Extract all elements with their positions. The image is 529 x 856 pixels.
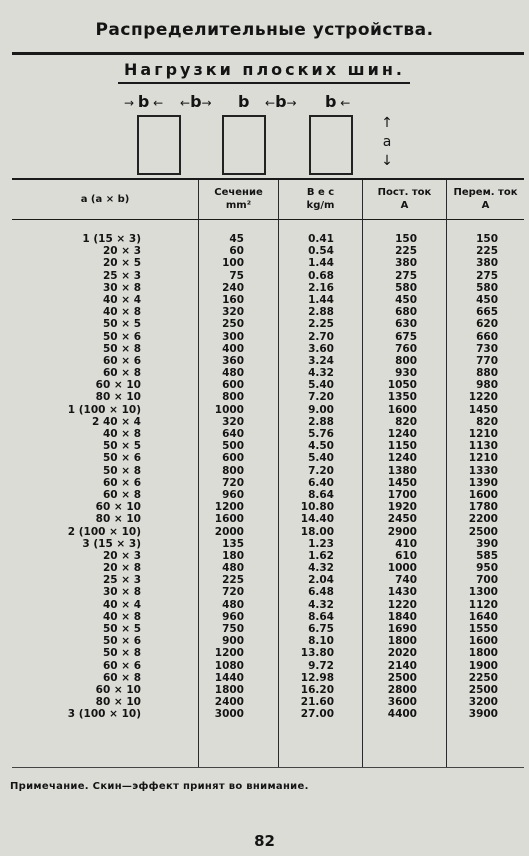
cell-weight: 3.24 — [308, 354, 334, 367]
cell-ac: 1330 — [468, 464, 498, 477]
cell-dc: 2900 — [387, 525, 417, 538]
table-row — [0, 318, 529, 330]
cell-dc: 630 — [395, 318, 417, 331]
title-rule — [12, 52, 524, 55]
cell-weight: 4.32 — [308, 562, 334, 575]
cell-size: 2 40 × 4 — [92, 415, 141, 428]
cell-dc: 740 — [395, 574, 417, 587]
cell-size: 20 × 8 — [102, 562, 141, 575]
cell-weight: 2.70 — [308, 330, 334, 343]
cell-dc: 450 — [395, 293, 417, 306]
table-row — [0, 696, 529, 708]
cell-ac: 1450 — [468, 403, 498, 416]
cell-dc: 580 — [395, 281, 417, 294]
cell-size: 1 (100 × 10) — [67, 403, 141, 416]
cell-size: 60 × 6 — [102, 354, 141, 367]
cell-section: 800 — [222, 391, 244, 404]
cell-size: 60 × 10 — [95, 501, 141, 514]
cell-weight: 6.48 — [308, 586, 334, 599]
table-row — [0, 404, 529, 416]
table-row — [0, 428, 529, 440]
cell-dc: 1450 — [387, 476, 417, 489]
cell-weight: 4.50 — [308, 440, 334, 453]
cell-size: 3 (100 × 10) — [67, 708, 141, 721]
cell-weight: 27.00 — [300, 708, 334, 721]
cell-section: 1200 — [214, 647, 244, 660]
cell-dc: 610 — [395, 549, 417, 562]
cell-size: 30 × 8 — [102, 586, 141, 599]
subtitle-underline — [118, 82, 410, 84]
cell-weight: 12.98 — [300, 671, 334, 684]
cell-size: 50 × 5 — [102, 623, 141, 635]
cell-dc: 1050 — [387, 379, 417, 392]
cell-dc: 1150 — [387, 440, 417, 453]
cell-weight: 1.44 — [308, 257, 334, 270]
cell-ac: 2250 — [468, 671, 498, 684]
cell-ac: 2200 — [468, 513, 498, 526]
table-row — [0, 477, 529, 489]
cell-weight: 2.88 — [308, 415, 334, 428]
table-row — [0, 416, 529, 428]
cell-section: 1440 — [214, 671, 244, 684]
cell-dc: 3600 — [387, 696, 417, 709]
cell-section: 600 — [222, 452, 244, 465]
cell-ac: 660 — [476, 330, 498, 343]
table-row — [0, 233, 529, 245]
table-row — [0, 574, 529, 586]
cell-size: 80 × 10 — [95, 513, 141, 526]
cell-section: 1600 — [214, 513, 244, 526]
cell-dc: 1600 — [387, 403, 417, 416]
cell-section: 500 — [222, 440, 244, 453]
cell-weight: 18.00 — [300, 525, 334, 538]
cell-section: 750 — [222, 623, 244, 635]
cell-ac: 730 — [476, 342, 498, 355]
cell-size: 60 × 8 — [102, 488, 141, 501]
cell-dc: 150 — [395, 233, 417, 245]
dim-b-1: → b ← — [124, 92, 164, 111]
cell-weight: 5.40 — [308, 452, 334, 465]
dim-b-gap-1: ←b→ — [180, 92, 212, 111]
table-row — [0, 440, 529, 452]
cell-size: 80 × 10 — [95, 696, 141, 709]
table-row — [0, 611, 529, 623]
table-row — [0, 672, 529, 684]
cell-dc: 410 — [395, 537, 417, 550]
cell-ac: 390 — [476, 537, 498, 550]
cell-size: 50 × 8 — [102, 342, 141, 355]
cell-ac: 1390 — [468, 476, 498, 489]
cell-dc: 1220 — [387, 598, 417, 611]
cell-weight: 1.23 — [308, 537, 334, 550]
table-row — [0, 489, 529, 501]
cell-weight: 2.25 — [308, 318, 334, 331]
cell-section: 160 — [222, 293, 244, 306]
cell-weight: 0.54 — [308, 245, 334, 258]
cell-section: 2400 — [214, 696, 244, 709]
cell-size: 40 × 8 — [102, 306, 141, 319]
cell-size: 60 × 6 — [102, 476, 141, 489]
cell-size: 30 × 8 — [102, 281, 141, 294]
table-row — [0, 367, 529, 379]
cell-ac: 380 — [476, 257, 498, 270]
cell-dc: 1920 — [387, 501, 417, 514]
table-row — [0, 257, 529, 269]
table-row — [0, 526, 529, 538]
dim-b-3: b ← — [325, 92, 351, 111]
cell-section: 720 — [222, 586, 244, 599]
cell-weight: 21.60 — [300, 696, 334, 709]
cell-ac: 1640 — [468, 610, 498, 623]
cell-weight: 16.20 — [300, 683, 334, 696]
table-row — [0, 647, 529, 659]
cell-ac: 700 — [476, 574, 498, 587]
cell-ac: 585 — [476, 549, 498, 562]
table-row — [0, 282, 529, 294]
cell-weight: 1.62 — [308, 549, 334, 562]
cell-size: 50 × 8 — [102, 464, 141, 477]
cell-size: 20 × 3 — [102, 549, 141, 562]
table-row — [0, 708, 529, 720]
cell-size: 40 × 8 — [102, 428, 141, 440]
table-row — [0, 343, 529, 355]
cell-dc: 1350 — [387, 391, 417, 404]
cell-size: 50 × 5 — [102, 318, 141, 331]
cell-dc: 930 — [395, 367, 417, 380]
cell-dc: 2020 — [387, 647, 417, 660]
cell-dc: 1700 — [387, 488, 417, 501]
dim-b-gap-2: ←b→ — [265, 92, 297, 111]
cell-dc: 1240 — [387, 452, 417, 465]
cell-weight: 0.68 — [308, 269, 334, 282]
table-row — [0, 465, 529, 477]
cell-weight: 0.41 — [308, 233, 334, 245]
cell-ac: 665 — [476, 306, 498, 319]
cell-dc: 1430 — [387, 586, 417, 599]
cell-weight: 2.88 — [308, 306, 334, 319]
cell-section: 250 — [222, 318, 244, 331]
cell-section: 3000 — [214, 708, 244, 721]
cell-size: 50 × 6 — [102, 635, 141, 648]
busbar-1 — [137, 115, 181, 175]
cell-ac: 1210 — [468, 428, 498, 440]
cell-ac: 275 — [476, 269, 498, 282]
cell-weight: 13.80 — [300, 647, 334, 660]
cell-section: 600 — [222, 379, 244, 392]
cell-ac: 1800 — [468, 647, 498, 660]
cell-size: 20 × 3 — [102, 245, 141, 258]
page-title: Распределительные устройства. — [95, 20, 434, 40]
cell-weight: 6.75 — [308, 623, 334, 635]
cell-section: 180 — [222, 549, 244, 562]
cell-section: 800 — [222, 464, 244, 477]
cell-ac: 1550 — [468, 623, 498, 635]
cell-section: 900 — [222, 635, 244, 648]
header-dc-current: Пост. ток A — [377, 187, 432, 211]
cell-weight: 2.04 — [308, 574, 334, 587]
cell-ac: 980 — [476, 379, 498, 392]
cell-ac: 2500 — [468, 525, 498, 538]
cell-size: 60 × 6 — [102, 659, 141, 672]
cell-ac: 880 — [476, 367, 498, 380]
cell-ac: 1220 — [468, 391, 498, 404]
cell-weight: 6.40 — [308, 476, 334, 489]
table-row — [0, 501, 529, 513]
cell-size: 1 (15 × 3) — [82, 233, 141, 245]
cell-ac: 770 — [476, 354, 498, 367]
table-row — [0, 379, 529, 391]
cell-section: 480 — [222, 562, 244, 575]
cell-weight: 8.10 — [308, 635, 334, 648]
cell-section: 960 — [222, 488, 244, 501]
cell-dc: 380 — [395, 257, 417, 270]
cell-size: 40 × 4 — [102, 293, 141, 306]
cell-section: 1080 — [214, 659, 244, 672]
cell-weight: 7.20 — [308, 464, 334, 477]
cell-dc: 2450 — [387, 513, 417, 526]
cell-section: 135 — [222, 537, 244, 550]
cell-section: 480 — [222, 367, 244, 380]
busbar-3 — [309, 115, 353, 175]
cell-size: 60 × 10 — [95, 379, 141, 392]
table-row — [0, 599, 529, 611]
cell-section: 45 — [229, 233, 244, 245]
cell-section: 960 — [222, 610, 244, 623]
cell-weight: 8.64 — [308, 488, 334, 501]
cell-size: 60 × 8 — [102, 367, 141, 380]
cell-dc: 2500 — [387, 671, 417, 684]
table-row — [0, 635, 529, 647]
cell-ac: 1120 — [468, 598, 498, 611]
table-row — [0, 331, 529, 343]
cell-weight: 2.16 — [308, 281, 334, 294]
cell-size: 40 × 8 — [102, 610, 141, 623]
cell-ac: 1600 — [468, 635, 498, 648]
cell-ac: 450 — [476, 293, 498, 306]
footnote: Примечание. Скин—эффект принят во внимание. — [10, 781, 309, 792]
cell-ac: 150 — [476, 233, 498, 245]
cell-ac: 950 — [476, 562, 498, 575]
cell-section: 1800 — [214, 683, 244, 696]
table-row — [0, 513, 529, 525]
cell-dc: 760 — [395, 342, 417, 355]
cell-dc: 1380 — [387, 464, 417, 477]
cell-section: 360 — [222, 354, 244, 367]
table-row — [0, 562, 529, 574]
dim-a: ↑ a ↓ — [381, 115, 393, 169]
cell-dc: 820 — [395, 415, 417, 428]
table-row — [0, 270, 529, 282]
cell-section: 320 — [222, 306, 244, 319]
table-row — [0, 452, 529, 464]
cell-dc: 225 — [395, 245, 417, 258]
cell-section: 240 — [222, 281, 244, 294]
cell-section: 1000 — [214, 403, 244, 416]
cell-weight: 3.60 — [308, 342, 334, 355]
page-number: 82 — [254, 832, 275, 850]
header-weight: В е с kg/m — [306, 187, 335, 211]
dim-b-2: b — [238, 92, 250, 111]
cell-section: 225 — [222, 574, 244, 587]
table-row — [0, 684, 529, 696]
table-subtitle: Нагрузки плоских шин. — [124, 60, 405, 79]
header-size: a (a × b) — [80, 194, 130, 205]
cell-section: 720 — [222, 476, 244, 489]
cell-ac: 820 — [476, 415, 498, 428]
cell-section: 320 — [222, 415, 244, 428]
cell-weight: 9.00 — [308, 403, 334, 416]
cell-ac: 1210 — [468, 452, 498, 465]
cell-weight: 5.40 — [308, 379, 334, 392]
cell-dc: 1840 — [387, 610, 417, 623]
table-row — [0, 245, 529, 257]
cell-dc: 680 — [395, 306, 417, 319]
busbar-2 — [222, 115, 266, 175]
cell-dc: 2140 — [387, 659, 417, 672]
cell-ac: 580 — [476, 281, 498, 294]
cell-ac: 225 — [476, 245, 498, 258]
table-row — [0, 391, 529, 403]
cell-weight: 9.72 — [308, 659, 334, 672]
cell-size: 80 × 10 — [95, 391, 141, 404]
cell-dc: 2800 — [387, 683, 417, 696]
cell-ac: 2500 — [468, 683, 498, 696]
table-row — [0, 538, 529, 550]
cell-size: 25 × 3 — [102, 574, 141, 587]
cell-weight: 4.32 — [308, 367, 334, 380]
table-row — [0, 355, 529, 367]
cell-section: 100 — [222, 257, 244, 270]
cell-section: 1200 — [214, 501, 244, 514]
cell-size: 25 × 3 — [102, 269, 141, 282]
cell-section: 640 — [222, 428, 244, 440]
table-row — [0, 294, 529, 306]
cell-size: 60 × 10 — [95, 683, 141, 696]
cell-size: 60 × 8 — [102, 671, 141, 684]
header-ac-current: Перем. ток A — [453, 187, 518, 211]
cell-weight: 7.20 — [308, 391, 334, 404]
cell-dc: 675 — [395, 330, 417, 343]
table-body — [0, 233, 529, 721]
cell-dc: 1690 — [387, 623, 417, 635]
cell-section: 2000 — [214, 525, 244, 538]
cell-ac: 3900 — [468, 708, 498, 721]
cell-section: 480 — [222, 598, 244, 611]
cell-size: 40 × 4 — [102, 598, 141, 611]
cell-weight: 8.64 — [308, 610, 334, 623]
cell-dc: 275 — [395, 269, 417, 282]
cell-weight: 1.44 — [308, 293, 334, 306]
cell-size: 50 × 6 — [102, 330, 141, 343]
cell-weight: 4.32 — [308, 598, 334, 611]
cell-section: 400 — [222, 342, 244, 355]
cell-ac: 1130 — [468, 440, 498, 453]
cell-dc: 4400 — [387, 708, 417, 721]
cell-weight: 5.76 — [308, 428, 334, 440]
table-top-rule — [12, 178, 524, 180]
cell-ac: 3200 — [468, 696, 498, 709]
cell-ac: 1900 — [468, 659, 498, 672]
table-row — [0, 623, 529, 635]
cell-ac: 620 — [476, 318, 498, 331]
cell-section: 60 — [229, 245, 244, 258]
cell-weight: 14.40 — [300, 513, 334, 526]
cell-size: 50 × 5 — [102, 440, 141, 453]
cell-size: 3 (15 × 3) — [82, 537, 141, 550]
cell-dc: 800 — [395, 354, 417, 367]
cell-size: 2 (100 × 10) — [67, 525, 141, 538]
table-row — [0, 306, 529, 318]
table-row — [0, 586, 529, 598]
table-header-rule — [12, 219, 524, 220]
cell-dc: 1000 — [387, 562, 417, 575]
table-row — [0, 660, 529, 672]
cell-ac: 1600 — [468, 488, 498, 501]
cell-dc: 1240 — [387, 428, 417, 440]
cell-size: 50 × 8 — [102, 647, 141, 660]
table-row — [0, 550, 529, 562]
header-section: Сечение mm² — [214, 187, 263, 211]
cell-size: 50 × 6 — [102, 452, 141, 465]
cell-size: 20 × 5 — [102, 257, 141, 270]
cell-weight: 10.80 — [300, 501, 334, 514]
cell-section: 75 — [229, 269, 244, 282]
table-bottom-rule — [12, 767, 524, 768]
cell-dc: 1800 — [387, 635, 417, 648]
cell-ac: 1300 — [468, 586, 498, 599]
cell-section: 300 — [222, 330, 244, 343]
cell-ac: 1780 — [468, 501, 498, 514]
